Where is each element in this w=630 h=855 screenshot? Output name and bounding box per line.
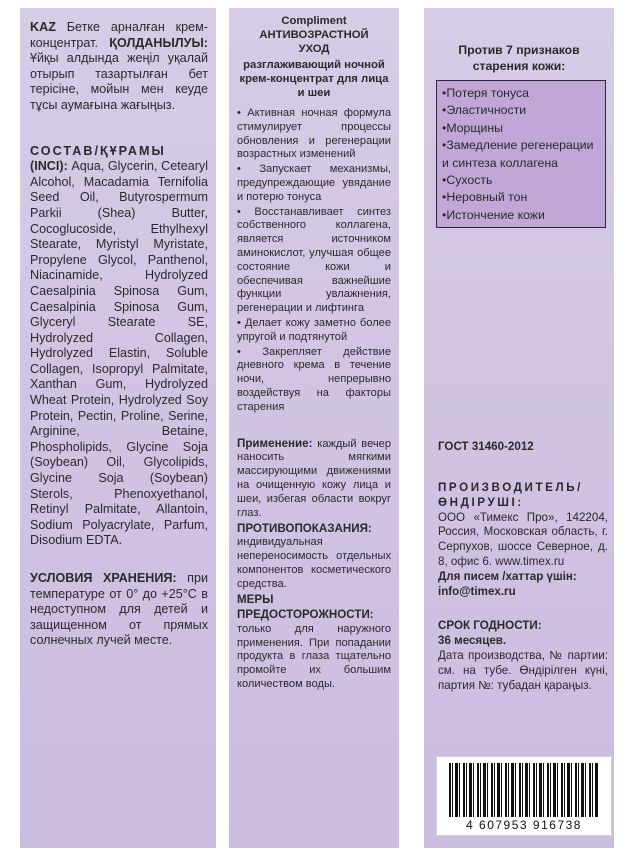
contraindications-block [237,522,391,591]
shelf-life-text: Дата производства, № партии: см. на тубе. Өндірілген күні, партия №: тубадан қараңыз. [438,649,608,692]
barcode-bars [449,763,599,817]
list-item: • Неровный тон [442,189,601,206]
panel-manufacturer-info [424,8,614,848]
contact-email: info@timex.ru [438,584,516,598]
precautions-text: только для наружного применения. При попадании продукта в глаза тщательно промойте их большим количеством воды. [237,622,391,691]
panel-product-description [229,8,399,848]
precautions-block [237,593,391,692]
list-item: • Восстанавливает синтез собственного коллагена, является источником аминокислот, улучшая общее состояние кожи и обеспечивая важнейшие функции увлажнения, регенерации и лифтинга [237,206,391,316]
list-item: • Потеря тонуса [442,85,601,102]
usage-label: ҚОЛДАНЫЛУЫ: [109,35,208,50]
composition-label: СОСТАВ/ҚҰРАМЫ [30,143,166,158]
manufacturer-text: ООО «Тимекс Про», 142204, Россия, Московская область, г. Серпухов, шоссе Северное, д. 8, офис 6. www.timex.ru [438,510,608,569]
list-item: • Истончение кожи [442,207,601,224]
composition-block [30,144,208,549]
shelf-life-block [430,619,608,693]
signs-title: Против 7 признаков старения кожи: [458,43,580,73]
application-block [237,437,391,521]
brand-name: Compliment [281,15,347,27]
list-item: • Делает кожу заметно более упругой и подтянутой [237,317,391,345]
manufacturer-block [430,481,608,599]
subtitle: разглаживающий ночной крем-концентрат для лица и шеи [239,59,389,99]
manufacturer-label: ПРОИЗВОДИТЕЛЬ/ӨНДІРУШІ: [438,481,583,509]
application-text: каждый вечер наносить мягкими массирующими движениями на очищенную кожу лица и шеи, избегая области вокруг глаз. [237,437,391,519]
usage-block [30,20,208,114]
barcode-number: 4 607953 916738 [466,818,582,832]
list-item: • Закрепляет действие дневного крема в течение ночи, непрерывно воздействуя на факторы старения [237,346,391,415]
list-item: • Активная ночная формула стимулирует процессы обновления и регенерации возрастных изменений [237,107,391,162]
contraindications-text: индивидуальная непереносимость отдельных компонентов косметического средства. [237,536,391,590]
barcode [436,756,612,836]
intro-text: Бетке арналған крем-концентрат. [30,20,209,50]
ingredients-text: Aqua, Glycerin, Cetearyl Alcohol, Macadamia Ternifolia Seed Oil, Butyrospermum Parkii (Shea) Butter, Cocoglucoside, Ethylhexyl Stearate, Myristyl Myristate, Propylene Glycol, Panthenol, Niacinamide, Hydrolyzed Caesalpinia Spinosa Gum, Caesalpinia Spinosa Gum, Glyceryl Stearate SE, Hydrolyzed Collagen, Hydrolyzed Elastin, Soluble Collagen, Isopropyl Palmitate, Xanthan Gum, Hydrolyzed Wheat Protein, Hydrolyzed Soy Protein, Pectin, Proline, Serine, Arginine, Betaine, Phospholipids, Glycine Soja (Soybean) Oil, Glycolipids, Glycine Soja (Soybean) Sterols, Phenoxyethanol, Retinyl Palmitate, Allantoin, Sodium Polyacrylate, Parfum, Disodium EDTA. [30,159,208,548]
panel-kazakh-composition [20,8,216,848]
title-line-2: УХОД [298,43,330,55]
storage-text: при температуре от 0° до +25°С в недоступном для детей и защищенном от прямых солнечных лучей месте. [30,571,209,648]
lang-tag: KAZ [30,20,56,34]
precautions-label: МЕРЫ ПРЕДОСТОРОЖНОСТИ: [237,593,374,622]
list-item: • Сухость [442,172,601,189]
list-item: • Морщины [442,120,601,137]
shelf-life-label: СРОК ГОДНОСТИ: [438,619,542,633]
letters-label: Для писем /хаттар үшін: [438,569,577,583]
list-item: • Запускает механизмы, предупреждающие увядание и потерю тонуса [237,163,391,204]
gost-standard: ГОСТ 31460-2012 [438,440,534,454]
usage-text: Ұйқы алдында жеңіл уқалай отырып тазартылған бет терісіне, мойын мен кеуде тұсы аумағына жағыңыз. [30,51,208,112]
inci-label: (INCI): [30,159,68,174]
signs-list [436,80,606,228]
list-item: • Замедление регенерации и синтеза коллагена [442,137,601,172]
title-line-1: АНТИВОЗРАСТНОЙ [259,29,369,41]
contraindications-label: ПРОТИВОПОКАЗАНИЯ: [237,522,372,536]
list-item: • Эластичности [442,102,601,119]
storage-block [30,571,208,649]
application-label: Применение: [237,436,313,450]
shelf-life-value: 36 месяцев. [438,634,507,648]
storage-label: УСЛОВИЯ ХРАНЕНИЯ: [30,571,177,585]
